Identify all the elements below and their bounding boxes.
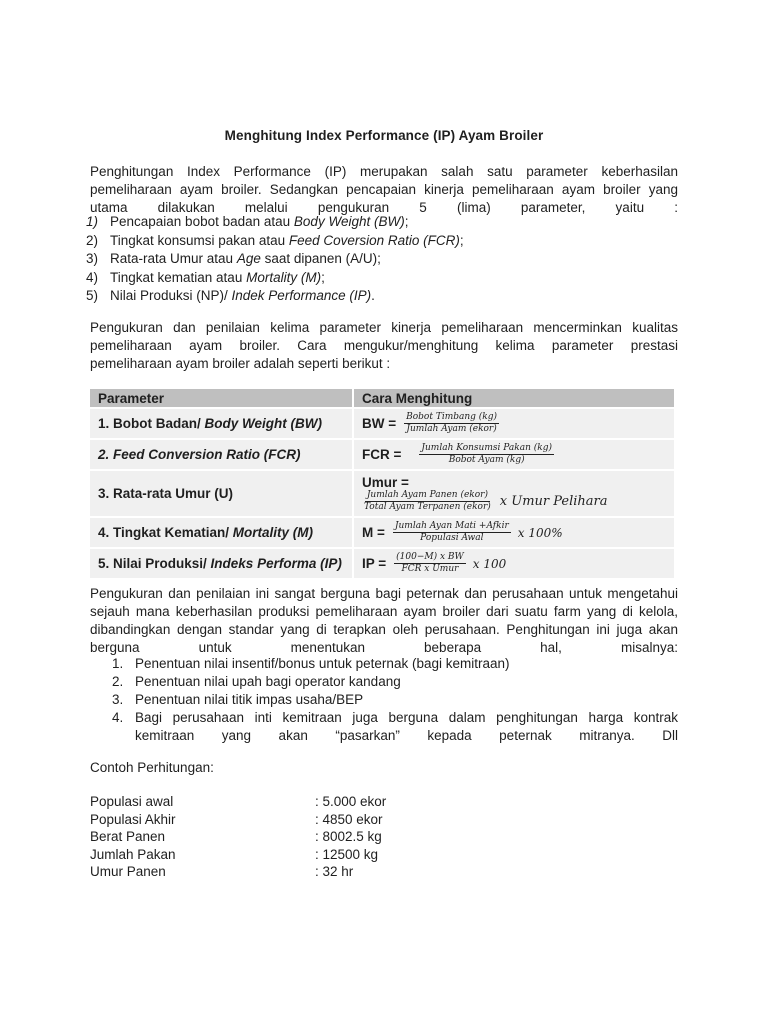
parameter-term: Body Weight (BW): [204, 416, 322, 431]
parameter-name: [90, 440, 352, 469]
table-row: [90, 518, 674, 547]
parameter-label: 5. Nilai Produksi/: [98, 556, 211, 571]
parameter-label: 1. Bobot Badan/: [98, 416, 205, 431]
list-end: ;: [321, 269, 325, 285]
list-item: [90, 655, 678, 673]
uses-list: [90, 655, 678, 763]
list-number: 2.: [112, 674, 124, 689]
list-term: Mortality (M): [246, 269, 322, 285]
paragraph-line: Pengukuran dan penilaian kelima parameter kinerja pemeliharaan mencerminkan kualitas: [90, 320, 678, 335]
paragraph-line: pemeliharaan ayam broiler adalah seperti berikut :: [90, 356, 391, 371]
fraction-numerator: Bobot Timbang (kg): [406, 412, 498, 422]
parameter-term: Indeks Performa (IP): [210, 556, 342, 571]
list-item: [86, 287, 678, 306]
list-end: saat dipanen (A/U);: [260, 251, 381, 266]
fraction: [393, 521, 511, 544]
example-key: Populasi Akhir: [90, 811, 176, 827]
list-number: 4.: [112, 710, 124, 725]
table-header-row: [90, 389, 674, 407]
fraction: [362, 490, 493, 513]
formula-multiplier: x 100: [472, 556, 507, 571]
example-key: Populasi awal: [90, 794, 174, 810]
formula-cell: [352, 518, 674, 547]
formula: [362, 412, 666, 435]
list-item: [90, 673, 678, 691]
formula-lhs: IP =: [362, 556, 387, 571]
list-item: [90, 709, 678, 763]
paragraph-line: pemeliharaan ayam broiler. Cara mengukur/menghitung kelima parameter prestasi: [90, 338, 678, 353]
parameter-term: 2. Feed Conversion Ratio (FCR): [98, 447, 301, 462]
list-number: 1.: [112, 656, 124, 671]
fraction-denominator: Bobot Ayam (kg): [448, 455, 525, 465]
list-text: Penentuan nilai insentif/bonus untuk peternak (bagi kemitraan): [135, 656, 510, 671]
example-value: : 8002.5 kg: [315, 829, 382, 845]
table-row: [90, 409, 674, 438]
list-text: Penentuan nilai upah bagi operator kandang: [135, 674, 401, 689]
list-number: 2): [86, 232, 99, 248]
example-key: Umur Panen: [90, 864, 166, 880]
table-header-cell: Parameter: [90, 389, 352, 407]
table-row: [90, 440, 674, 469]
table-row: [90, 549, 674, 578]
formula-cell: [352, 409, 674, 438]
list-item: [86, 269, 678, 288]
list-number: 4): [86, 269, 99, 285]
fraction: [419, 443, 554, 466]
example-value: : 12500 kg: [315, 846, 379, 862]
example-table: [90, 793, 386, 881]
list-term: Body Weight (BW): [293, 214, 405, 229]
formula: [362, 490, 666, 513]
list-end: ;: [459, 232, 464, 248]
parameter-table: [90, 387, 674, 580]
parameter-name: [90, 518, 352, 547]
fraction: [404, 412, 499, 435]
formula-lhs: BW =: [362, 416, 397, 431]
list-text: Nilai Produksi (NP)/: [110, 288, 232, 303]
formula: [362, 521, 666, 544]
example-value: : 32 hr: [315, 864, 354, 880]
list-term: Feed Coversion Ratio (FCR): [288, 232, 460, 248]
formula-cell: [352, 549, 674, 578]
document-title: Menghitung Index Performance (IP) Ayam Broiler: [224, 128, 544, 143]
formula-multiplier: x Umur Pelihara: [499, 493, 608, 509]
table-row: [90, 828, 386, 846]
table-row: [90, 846, 386, 864]
formula: [362, 443, 666, 466]
table-row: [90, 811, 386, 829]
parameter-name: [90, 471, 352, 516]
fraction-numerator: (100−M) x BW: [396, 552, 464, 562]
parameter-name: [90, 409, 352, 438]
formula-lhs: M =: [362, 525, 385, 540]
table-row: [90, 471, 674, 516]
formula-lhs: Umur =: [362, 474, 409, 490]
fraction-numerator: Jumlah Ayam Panen (ekor): [366, 489, 488, 500]
fraction-denominator: Jumlah Ayam (ekor): [406, 424, 497, 434]
fraction-denominator: FCR x Umur: [401, 564, 459, 574]
parameter-label: 3. Rata-rata Umur (U): [98, 486, 234, 501]
list-number: 3): [86, 251, 99, 266]
usefulness-paragraph: Pengukuran dan penilaian ini sangat berguna bagi peternak dan perusahaan untuk mengetahui sejauh mana keberhasilan produksi pemeliharaan ayam broiler dari suatu farm yang di kelola, dibandingkan dengan standar yang di terapkan oleh perusahaan. Penghitungan ini juga akan berguna untuk menentukan beberapa hal, misalnya:: [90, 586, 678, 655]
fraction-numerator: Jumlah Ayan Mati +Afkir: [394, 521, 509, 531]
example-key: Jumlah Pakan: [90, 846, 176, 862]
fraction: [394, 552, 466, 575]
list-term: Age: [236, 251, 261, 266]
parameter-term: Mortality (M): [232, 525, 314, 540]
table-row: [90, 793, 386, 811]
example-heading: Contoh Perhitungan:: [90, 760, 214, 775]
list-term: Indek Performance (IP): [231, 288, 372, 303]
example-value: : 5.000 ekor: [315, 794, 387, 810]
parameter-list: [86, 213, 678, 306]
list-item: [86, 213, 678, 232]
list-text: Penentuan nilai titik impas usaha/BEP: [135, 692, 364, 707]
formula-multiplier: x 100%: [517, 525, 563, 540]
list-text: Tingkat kematian atau: [110, 269, 247, 285]
table-header-cell: Cara Menghitung: [352, 389, 674, 407]
list-number: 5): [86, 288, 99, 303]
measurement-paragraph: [90, 319, 678, 373]
fraction-denominator: Populasi Awal: [420, 533, 484, 543]
table-row: [90, 863, 386, 881]
formula-lhs: FCR =: [362, 447, 402, 462]
list-text: Pencapaian bobot badan atau: [110, 214, 294, 229]
fraction-numerator: Jumlah Konsumsi Pakan (kg): [421, 443, 552, 453]
list-item: [90, 691, 678, 709]
list-number: 3.: [112, 692, 124, 707]
list-text: Tingkat konsumsi pakan atau: [110, 232, 289, 248]
formula-cell: [352, 440, 674, 469]
example-key: Berat Panen: [90, 829, 166, 845]
list-item: [86, 232, 678, 251]
fraction-denominator: Total Ayam Terpanen (ekor): [364, 501, 491, 512]
list-number: 1): [86, 214, 99, 229]
example-value: : 4850 ekor: [315, 811, 383, 827]
intro-paragraph: Penghitungan Index Performance (IP) merupakan salah satu parameter keberhasilan pemeliharaan ayam broiler. Sedangkan pencapaian kinerja pemeliharaan ayam broiler yang utama dilakukan melalui pengukuran 5 (lima) parameter, yaitu :: [90, 164, 678, 215]
formula-cell: [352, 471, 674, 516]
parameter-label: 4. Tingkat Kematian/: [98, 525, 233, 540]
list-text: Bagi perusahaan inti kemitraan juga berguna dalam penghitungan harga kontrak kemitraan yang akan “pasarkan” kepada peternak mitranya. Dll: [135, 710, 678, 743]
list-text: Rata-rata Umur atau: [110, 251, 237, 266]
list-item: [86, 250, 678, 269]
parameter-name: [90, 549, 352, 578]
formula: [362, 552, 666, 575]
list-end: .: [371, 288, 375, 303]
list-end: ;: [404, 214, 409, 229]
